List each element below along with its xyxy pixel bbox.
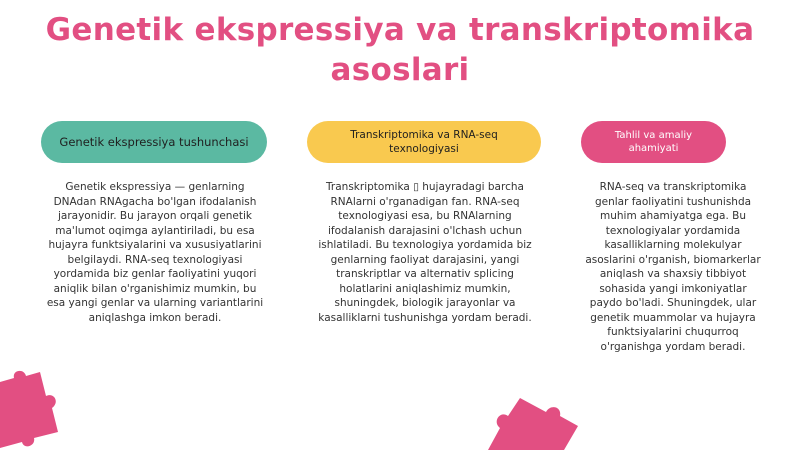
page-title: Genetik ekspressiya va transkriptomika asoslari — [45, 12, 755, 88]
heading-pill-analysis — [581, 121, 726, 163]
puzzle-piece-icon — [0, 370, 60, 450]
column-text-analysis: RNA-seq va transkriptomika genlar faoliyatini tushunishda muhim ahamiyatga ega. Bu texnologiyalar yordamida kasalliklarning molekulyar asoslarini o'rganish, biomarkerlar aniqlash va shaxsiy tibbiyot sohasida yangi imkoniyatlar paydo bo'ladi. Shuningdek, ular genetik muammolar va hujayra funktsiyalarini chuqurroq o'rganishga yordam beradi. — [585, 181, 761, 353]
column-text-genetic-expression: Genetik ekspressiya — genlarning DNAdan RNAgacha bo'lgan ifodalanish jarayonidir. Bu jarayon orqali genetik ma'lumot oqimga aylantiriladi, bu esa hujayra funktsiyalarini va xususiyatlarini belgilaydi. RNA-seq texnologiyasi yordamida biz genlar faoliyatini yuqori aniqlik bilan o'rganishimiz mumkin, bu esa yangi genlar va ularning variantlarini aniqlashga imkon beradi. — [46, 181, 264, 324]
heading-label: Genetik ekspressiya tushunchasi — [59, 135, 249, 149]
puzzle-piece-icon — [478, 398, 578, 450]
heading-pill-genetic-expression — [41, 121, 267, 163]
heading-label: Tahlil va amaliy ahamiyati — [614, 130, 693, 154]
column-text-transcriptomics: Transkriptomika ▯ hujayradagi barcha RNAlarni o'rganadigan fan. RNA-seq texnologiyasi esa, bu RNAlarning ifodalanish darajasini o'lchash uchun ishlatiladi. Bu texnologiya yordamida biz genlarning faoliyat darajasini, yangi transkriptlar va alternativ splicing holatlarini aniqlashimiz mumkin, shuningdek, biologik jarayonlar va kasalliklarni tushunishga yordam beradi. — [318, 181, 532, 324]
heading-pill-transcriptomics — [307, 121, 541, 163]
heading-label: Transkriptomika va RNA-seq texnologiyasi — [350, 129, 498, 155]
